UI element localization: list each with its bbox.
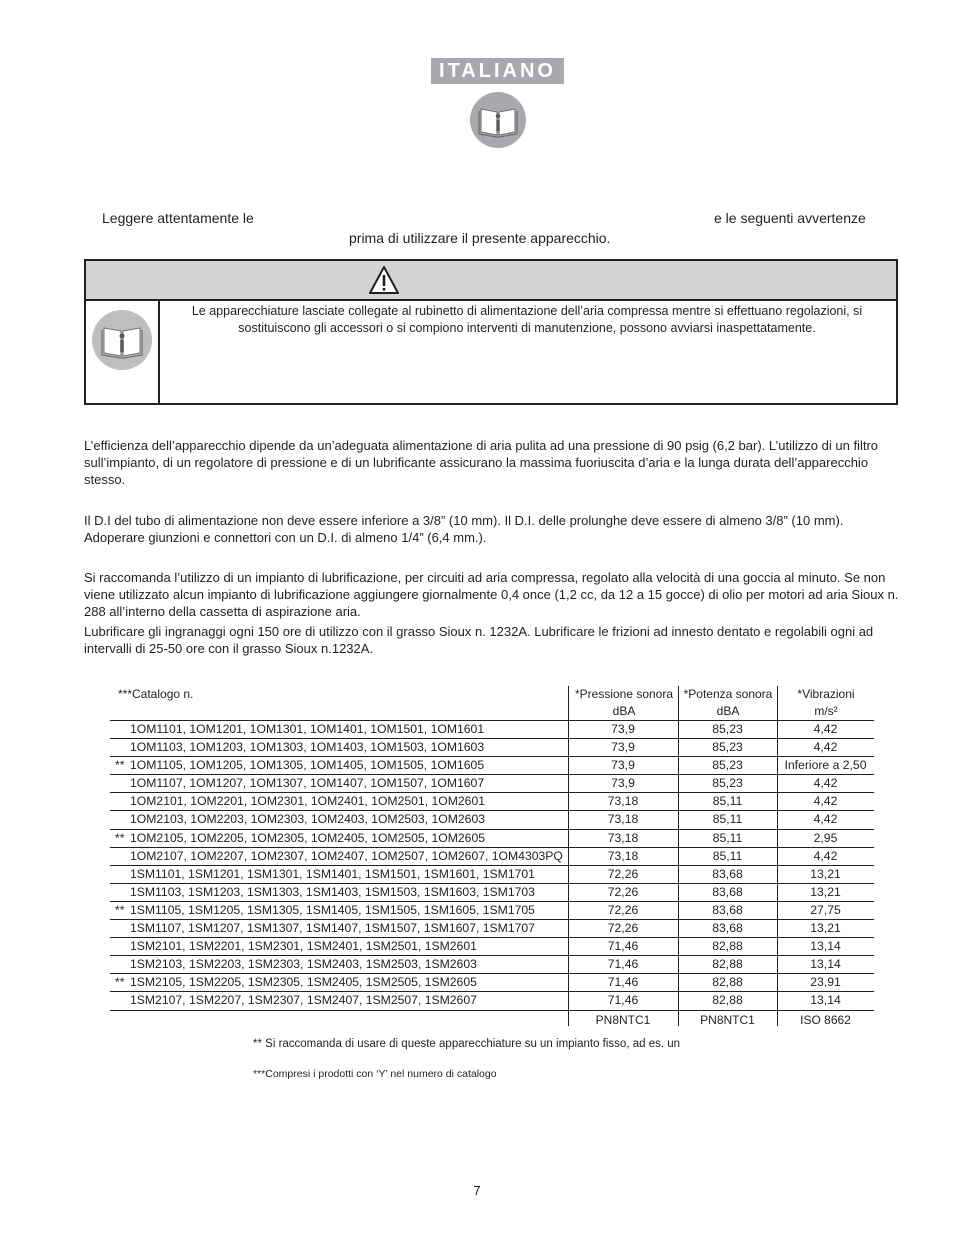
power-cell: 83,68: [712, 921, 743, 936]
language-banner: ITALIANO: [431, 58, 564, 84]
pressure-cell: 72,26: [607, 921, 639, 936]
recommend-mark: **: [115, 830, 125, 845]
catalog-cell: 1OM1101, 1OM1201, 1OM1301, 1OM1401, 1OM1501, 1OM1601: [130, 722, 485, 736]
catalog-cell: 1SM2107, 1SM2207, 1SM2307, 1SM2407, 1SM2507, 1SM2607: [130, 993, 477, 1008]
standard-vibration: ISO 8662: [800, 1013, 851, 1027]
warning-header: [86, 261, 896, 301]
table-row: [110, 973, 874, 991]
power-cell: 85,11: [712, 848, 743, 863]
page-number: 7: [473, 1183, 481, 1198]
recommend-mark: **: [115, 758, 125, 773]
power-cell: 82,88: [712, 975, 743, 990]
recommend-mark: **: [115, 975, 125, 990]
footnote-fixed-install: ** Si raccomanda di usare di queste apparecchiature su un impianto fisso, ad es. un: [253, 1038, 681, 1050]
catalog-cell: 1SM1105, 1SM1205, 1SM1305, 1SM1405, 1SM1505, 1SM1605, 1SM1705: [130, 902, 535, 917]
pressure-cell: 73,18: [607, 794, 639, 809]
vibration-cell: 23,91: [810, 975, 841, 990]
catalog-cell: 1SM1103, 1SM1203, 1SM1303, 1SM1403, 1SM1503, 1SM1603, 1SM1703: [130, 884, 535, 899]
power-cell: 83,68: [712, 884, 743, 899]
table-row: [110, 829, 874, 847]
paragraph-hose-size: Il D.I del tubo di alimentazione non deve essere inferiore a 3/8” (10 mm). Il D.I. delle prolunghe deve essere di almeno 3/8” (10 mm). Adoperare giunzioni e connettori con un D.I. di almeno 1/4” (6,4 mm.).: [84, 513, 844, 545]
power-cell: 85,11: [712, 830, 743, 845]
catalog-cell: 1SM1107, 1SM1207, 1SM1307, 1SM1407, 1SM1507, 1SM1607, 1SM1707: [130, 921, 535, 936]
warning-triangle-icon: [368, 265, 400, 295]
catalog-cell: 1OM2107, 1OM2207, 1OM2307, 1OM2407, 1OM2507, 1OM2607, 1OM4303PQ: [130, 848, 563, 863]
pressure-cell: 73,9: [611, 776, 635, 791]
header-sound-power-unit: dBA: [716, 704, 740, 718]
table-row: [110, 955, 874, 973]
vibration-cell: 4,42: [813, 794, 838, 809]
pressure-cell: 71,46: [607, 957, 639, 972]
vibration-cell: 13,14: [810, 993, 841, 1008]
vibration-cell: 2,95: [813, 830, 838, 845]
catalog-cell: 1OM1105, 1OM1205, 1OM1305, 1OM1405, 1OM1505, 1OM1605: [130, 758, 485, 773]
vibration-cell: 13,21: [810, 921, 841, 936]
table-row: [110, 810, 874, 828]
footnote-catalog-y: ***Compresi i prodotti con ‘Y’ nel numero di catalogo: [253, 1068, 497, 1080]
table-row: [110, 720, 874, 738]
table-row: [110, 901, 874, 919]
standard-power: PN8NTC1: [700, 1013, 755, 1027]
paragraph-air-supply: L’efficienza dell’apparecchio dipende da un’adeguata alimentazione di aria pulita ad una pressione di 90 psig (6,2 bar). L’utilizzo di un filtro sull’impianto, di un regolatore di pressione e di un lubrificante assicurano la massima fuoriuscita d’aria e la lunga durata dell’apparecchio stesso.: [84, 438, 879, 487]
catalog-cell: 1SM1101, 1SM1201, 1SM1301, 1SM1401, 1SM1501, 1SM1601, 1SM1701: [130, 866, 535, 881]
header-sound-pressure: [568, 686, 680, 720]
pressure-cell: 73,18: [607, 830, 639, 845]
pressure-cell: 71,46: [607, 975, 639, 990]
table-row: [110, 738, 874, 756]
power-cell: 85,23: [712, 758, 743, 773]
header-vibration-label: *Vibrazioni: [797, 687, 855, 701]
pressure-cell: 73,9: [611, 758, 635, 773]
table-row: [110, 774, 874, 792]
intro-text-second-line: prima di utilizzare il presente apparecchio.: [349, 230, 611, 246]
header-sound-power: [676, 686, 780, 720]
power-cell: 85,11: [712, 812, 743, 827]
table-row: [110, 847, 874, 865]
catalog-cell: 1SM2101, 1SM2201, 1SM2301, 1SM2401, 1SM2501, 1SM2601: [130, 939, 477, 954]
catalog-cell: 1OM1107, 1OM1207, 1OM1307, 1OM1407, 1OM1507, 1OM1607: [130, 776, 485, 791]
vibration-cell: 4,42: [813, 812, 838, 827]
pressure-cell: 73,9: [611, 722, 635, 736]
power-cell: 85,23: [712, 722, 743, 736]
catalog-cell: 1OM2103, 1OM2203, 1OM2303, 1OM2403, 1OM2503, 1OM2603: [130, 812, 485, 827]
header-vibration: [778, 686, 874, 720]
warning-box: [84, 259, 898, 405]
vibration-cell: 13,21: [810, 866, 841, 881]
paragraph-lubrication: Si raccomanda l’utilizzo di un impianto di lubrificazione, per circuiti ad aria compressa, regolato alla velocità di una goccia al minuto. Se non viene utilizzato alcun impianto di lubrificazione aggiungere giornalmente 0,4 once (1,2 cc, da 12 a 15 gocce) di olio per motori ad aria Sioux n. 288 all’interno della cassetta di aspirazione aria.: [84, 570, 899, 619]
vibration-cell: 4,42: [813, 740, 838, 755]
table-row: [110, 991, 874, 1010]
table-row: [110, 756, 874, 774]
spec-table: [110, 686, 874, 1036]
power-cell: 83,68: [712, 866, 743, 881]
read-manual-icon: [469, 91, 527, 149]
table-row: [110, 883, 874, 901]
power-cell: 85,11: [712, 794, 743, 809]
power-cell: 82,88: [712, 993, 743, 1008]
vibration-cell: 4,42: [813, 722, 838, 736]
catalog-cell: 1OM2105, 1OM2205, 1OM2305, 1OM2405, 1OM2505, 1OM2605: [130, 830, 485, 845]
table-row: [110, 919, 874, 937]
table-row: [110, 792, 874, 810]
power-cell: 82,88: [712, 939, 743, 954]
paragraph-grease: Lubrificare gli ingranaggi ogni 150 ore di utilizzo con il grasso Sioux n. 1232A. Lubrificare le frizioni ad innesto dentato e regolabili ogni ad intervalli di 25-50 ore con il grasso Sioux n.1232A.: [84, 624, 874, 656]
pressure-cell: 71,46: [607, 993, 639, 1008]
recommend-mark: **: [115, 902, 125, 917]
header-vibration-unit: m/s²: [814, 704, 838, 718]
table-rows: [110, 720, 874, 1011]
pressure-cell: 73,9: [611, 740, 635, 755]
warning-icon-cell: [86, 301, 160, 403]
pressure-cell: 73,18: [607, 812, 639, 827]
header-sound-power-label: *Potenza sonora: [683, 687, 773, 701]
intro-text-right: e le seguenti avvertenze: [714, 210, 866, 226]
catalog-cell: 1OM2101, 1OM2201, 1OM2301, 1OM2401, 1OM2501, 1OM2601: [130, 794, 485, 809]
warning-text: Le apparecchiature lasciate collegate al rubinetto di alimentazione dell’aria compressa mentre si effettuano regolazioni, si sostituiscono gli accessori o si compiono interventi di manutenzione, possono avviarsi inaspettatamente.: [191, 304, 863, 335]
vibration-cell: 4,42: [813, 848, 838, 863]
table-row: [110, 865, 874, 883]
header-catalog: ***Catalogo n.: [118, 687, 194, 701]
table-row: [110, 937, 874, 955]
intro-text-left: Leggere attentamente le: [102, 210, 254, 226]
power-cell: 85,23: [712, 776, 743, 791]
header-sound-pressure-label: *Pressione sonora: [574, 687, 674, 701]
pressure-cell: 72,26: [607, 866, 639, 881]
power-cell: 82,88: [712, 957, 743, 972]
vibration-cell: 4,42: [813, 776, 838, 791]
header-sound-pressure-unit: dBA: [612, 704, 636, 718]
vibration-cell: 13,14: [810, 939, 841, 954]
catalog-cell: 1SM2103, 1SM2203, 1SM2303, 1SM2403, 1SM2503, 1SM2603: [130, 957, 477, 972]
vibration-cell: Inferiore a 2,50: [784, 758, 867, 773]
power-cell: 83,68: [712, 902, 743, 917]
pressure-cell: 72,26: [607, 902, 639, 917]
catalog-cell: 1SM2105, 1SM2205, 1SM2305, 1SM2405, 1SM2505, 1SM2605: [130, 975, 477, 990]
vibration-cell: 13,21: [810, 884, 841, 899]
vibration-cell: 27,75: [810, 902, 841, 917]
power-cell: 85,23: [712, 740, 743, 755]
pressure-cell: 73,18: [607, 848, 639, 863]
standard-pressure: PN8NTC1: [595, 1013, 651, 1027]
catalog-cell: 1OM1103, 1OM1203, 1OM1303, 1OM1403, 1OM1503, 1OM1603: [130, 740, 485, 755]
pressure-cell: 71,46: [607, 939, 639, 954]
pressure-cell: 72,26: [607, 884, 639, 899]
read-manual-icon: [91, 309, 153, 371]
vibration-cell: 13,14: [810, 957, 841, 972]
